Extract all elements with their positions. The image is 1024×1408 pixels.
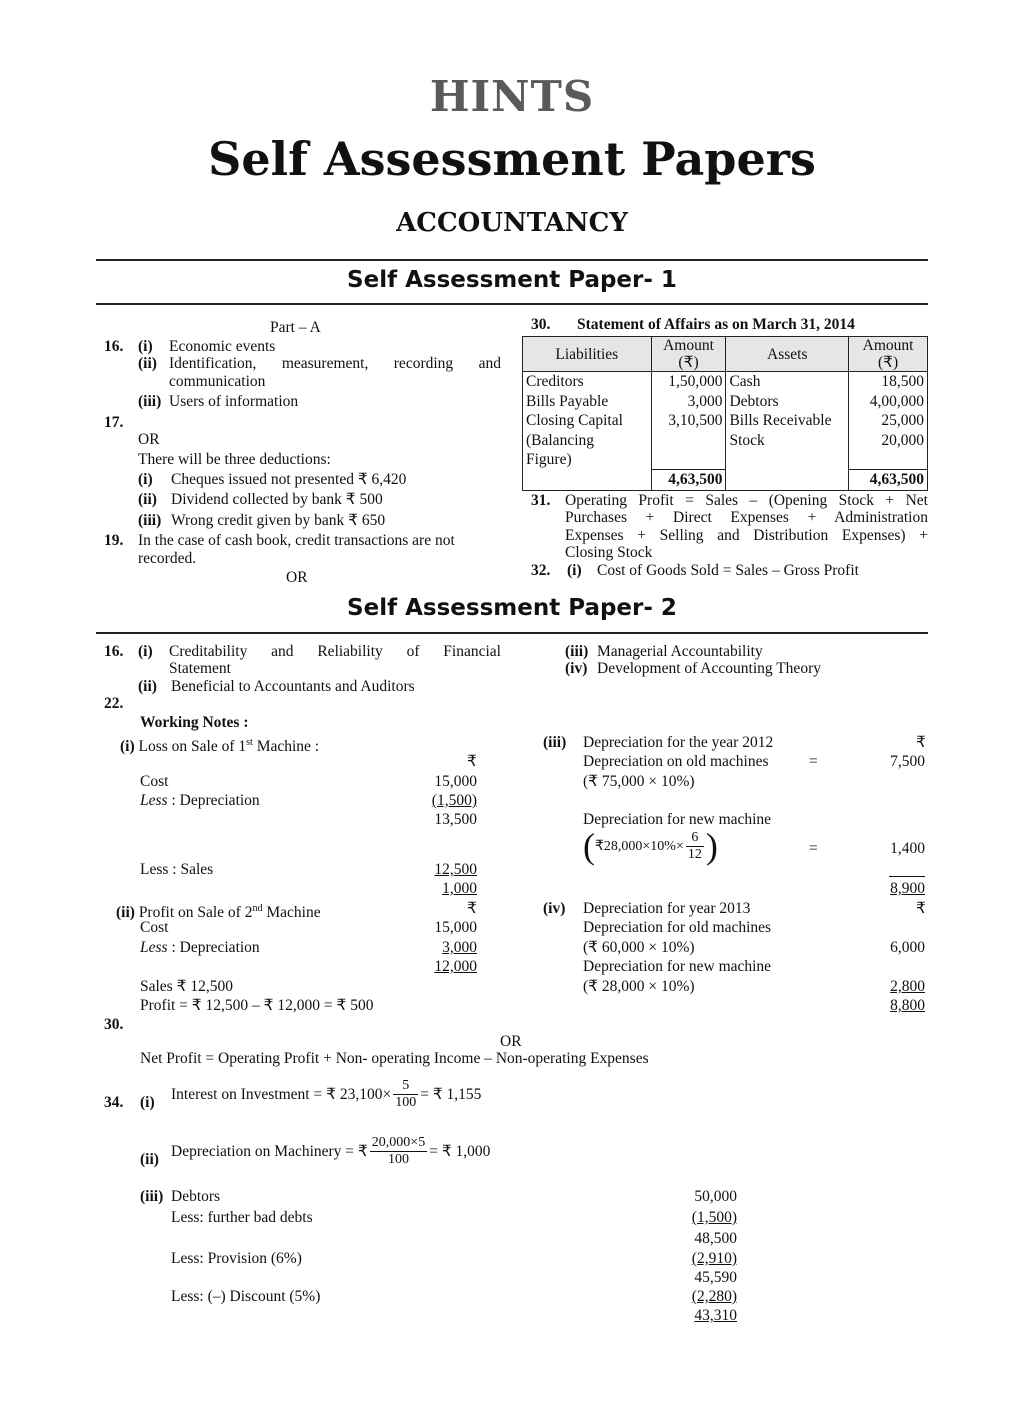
asset-name [726,450,849,470]
provision-value: (2,910) [691,1250,737,1267]
q17-item-text: Dividend collected by bank ₹ 500 [171,491,383,508]
q16-item-text: Users of information [169,393,299,410]
sales-value: 12,500 [434,861,477,878]
wn-ii-title: (ii) Profit on Sale of 2nd Machine [116,903,321,922]
dep-old-value: 7,500 [890,753,925,770]
rupee-symbol: ₹ [467,900,477,917]
table-row [523,392,928,412]
subtotal-value: 13,500 [434,811,477,828]
q16-item-num: (iv) [565,660,588,677]
bad-debts-label: Less: further bad debts [171,1209,313,1226]
q16-number: 16. [104,643,124,660]
asset-amount: 18,500 [849,372,928,392]
iv-new-calc: (₹ 28,000 × 10%) [583,978,695,995]
q32-item-num: (i) [567,562,582,579]
header-assets: Assets [726,337,849,372]
statement-of-affairs-table [522,336,928,491]
equals-sign: = [809,840,818,857]
liability-amount [651,431,726,451]
iv-new-label: Depreciation for new machine [583,958,772,975]
iv-old-label: Depreciation for old machines [583,919,772,936]
asset-name: Debtors [726,392,849,412]
divider [96,259,928,261]
cost-value: 15,000 [434,773,477,790]
q34-i-num: (i) [140,1094,155,1111]
total-blank [523,470,652,491]
q16-item-num: (ii) [138,355,157,372]
dep-old-calc: (₹ 75,000 × 10%) [583,773,695,790]
q31-number: 31. [531,492,551,509]
liability-name: Figure) [523,450,652,470]
iii-total-value: 8,900 [890,880,925,897]
q17-item-text: Cheques issued not presented ₹ 6,420 [171,471,407,488]
q34-number: 34. [104,1094,124,1111]
debtors-label: Debtors [171,1188,221,1205]
q31-text: Purchases + Direct Expenses + Administration [565,509,928,526]
or-label: OR [500,1033,522,1050]
divider [96,632,928,634]
q16-number: 16. [104,338,124,355]
q19-number: 19. [104,532,124,549]
liability-name: Closing Capital [523,411,652,431]
wn-i-title: (i) Loss on Sale of 1st Machine : [120,737,320,756]
total-assets: 4,63,500 [849,470,928,491]
liability-name: (Balancing [523,431,652,451]
q32-number: 32. [531,562,551,579]
less-depreciation-label: Less : Depreciation [140,939,260,956]
q31-text: Expenses + Selling and Distribution Expenses) + [565,527,928,544]
q17-item-text: Wrong credit given by bank ₹ 650 [171,512,386,529]
asset-name: Stock [726,431,849,451]
q17-item-num: (i) [138,471,153,488]
subtotal-value: 45,590 [694,1269,737,1286]
equals-sign: = [809,753,818,770]
profit-line: Profit = ₹ 12,500 – ₹ 12,000 = ₹ 500 [140,997,374,1014]
wn-iv-title: Depreciation for year 2013 [583,900,751,917]
total-blank [726,470,849,491]
q31-text: Closing Stock [565,544,653,561]
sum-line [889,876,925,877]
q17-intro: There will be three deductions: [138,451,331,468]
less-sales-label: Less : Sales [140,861,214,878]
provision-label: Less: Provision (6%) [171,1250,302,1267]
q16-item-text: Economic events [169,338,276,355]
q30-title: Statement of Affairs as on March 31, 2014 [577,316,855,333]
cost-label: Cost [140,919,169,936]
asset-name: Cash [726,372,849,392]
dep-new-formula: (₹28,000×10%× $\frac{6}{12}$ ) [583,826,718,866]
wn-iii-title: Depreciation for the year 2012 [583,734,774,751]
working-notes-label: Working Notes : [140,714,249,731]
q19-text: recorded. [138,550,197,567]
depreciation-value: 3,000 [442,939,477,956]
q16-item-text: Statement [169,660,231,677]
asset-amount: 4,00,000 [849,392,928,412]
total-liabilities: 4,63,500 [651,470,726,491]
paper2-heading: Self Assessment Paper- 2 [347,595,677,621]
or-label: OR [138,431,160,448]
wn-iv-num: (iv) [543,900,566,917]
q16-item-num: (i) [138,338,153,355]
asset-name: Bills Receivable [726,411,849,431]
header-amount: Amount (₹) [849,337,928,372]
table-row [523,431,928,451]
header-amount: Amount (₹) [651,337,726,372]
liability-amount: 3,000 [651,392,726,412]
q16-item-text: Identification, measurement, recording and [169,355,501,372]
or-label: OR [286,569,308,586]
iv-old-value: 6,000 [890,939,925,956]
subtotal-value: 12,000 [434,958,477,975]
q22-number: 22. [104,695,124,712]
liability-amount: 1,50,000 [651,372,726,392]
q31-text: Operating Profit = Sales – (Opening Stock + Net [565,492,928,509]
dep-old-label: Depreciation on old machines [583,753,769,770]
wn-iii-num: (iii) [543,734,567,751]
total-row [523,470,928,491]
discount-label: Less: (–) Discount (5%) [171,1288,321,1305]
rupee-symbol: ₹ [916,734,926,751]
subtotal-value: 48,500 [694,1230,737,1247]
q16-item-text: Managerial Accountability [597,643,763,660]
subject-title: ACCOUNTANCY [396,208,628,238]
q34-ii-num: (ii) [140,1151,159,1168]
iv-old-calc: (₹ 60,000 × 10%) [583,939,695,956]
liability-amount [651,450,726,470]
iv-total-value: 8,800 [890,997,925,1014]
q16-item-text: Creditability and Reliability of Financial [169,643,501,660]
discount-value: (2,280) [691,1288,737,1305]
q16-item-num: (ii) [138,678,157,695]
rupee-symbol: ₹ [467,753,477,770]
cost-label: Cost [140,773,169,790]
table-row [523,372,928,392]
hints-title: HINTS [429,72,595,121]
q30-number: 30. [104,1016,124,1033]
liability-name: Bills Payable [523,392,652,412]
asset-amount [849,450,928,470]
q17-number: 17. [104,414,124,431]
iv-new-value: 2,800 [890,978,925,995]
header-liabilities: Liabilities [523,337,652,372]
q16-item-num: (iii) [138,393,162,410]
q17-item-num: (ii) [138,491,157,508]
dep-new-value: 1,400 [890,840,925,857]
q16-item-text: communication [169,373,266,390]
bad-debts-value: (1,500) [691,1209,737,1226]
liability-amount: 3,10,500 [651,411,726,431]
divider [96,303,928,305]
q16-item-text: Beneficial to Accountants and Auditors [171,678,415,695]
q30-number: 30. [531,316,551,333]
q34-ii-formula: Depreciation on Machinery = ₹ $\frac{20,000\times 5}{100}$ = ₹ 1,000 [171,1135,491,1167]
part-a-label: Part – A [270,319,321,336]
table-row [523,411,928,431]
dep-new-label: Depreciation for new machine [583,811,772,828]
rupee-symbol: ₹ [916,900,926,917]
debtors-value: 50,000 [694,1188,737,1205]
paper1-heading: Self Assessment Paper- 1 [347,267,677,293]
q34-i-formula: Interest on Investment = ₹ 23,100× $\frac{5}{100}$ = ₹ 1,155 [171,1078,482,1110]
liability-name: Creditors [523,372,652,392]
q17-item-num: (iii) [138,512,162,529]
asset-amount: 25,000 [849,411,928,431]
q16-item-num: (i) [138,643,153,660]
q34-iii-num: (iii) [140,1188,164,1205]
q30-text: Net Profit = Operating Profit + Non- operating Income – Non-operating Expenses [140,1050,649,1067]
cost-value: 15,000 [434,919,477,936]
page-title: Self Assessment Papers [208,132,816,186]
final-value: 43,310 [694,1307,737,1324]
q16-item-num: (iii) [565,643,589,660]
depreciation-value: (1,500) [431,792,477,809]
q16-item-text: Development of Accounting Theory [597,660,821,677]
q32-text: Cost of Goods Sold = Sales – Gross Profit [597,562,859,579]
asset-amount: 20,000 [849,431,928,451]
sales-line: Sales ₹ 12,500 [140,978,233,995]
less-depreciation-label: Less : Depreciation [140,792,260,809]
loss-value: 1,000 [442,880,477,897]
table-row [523,450,928,470]
q19-text: In the case of cash book, credit transactions are not [138,532,455,549]
